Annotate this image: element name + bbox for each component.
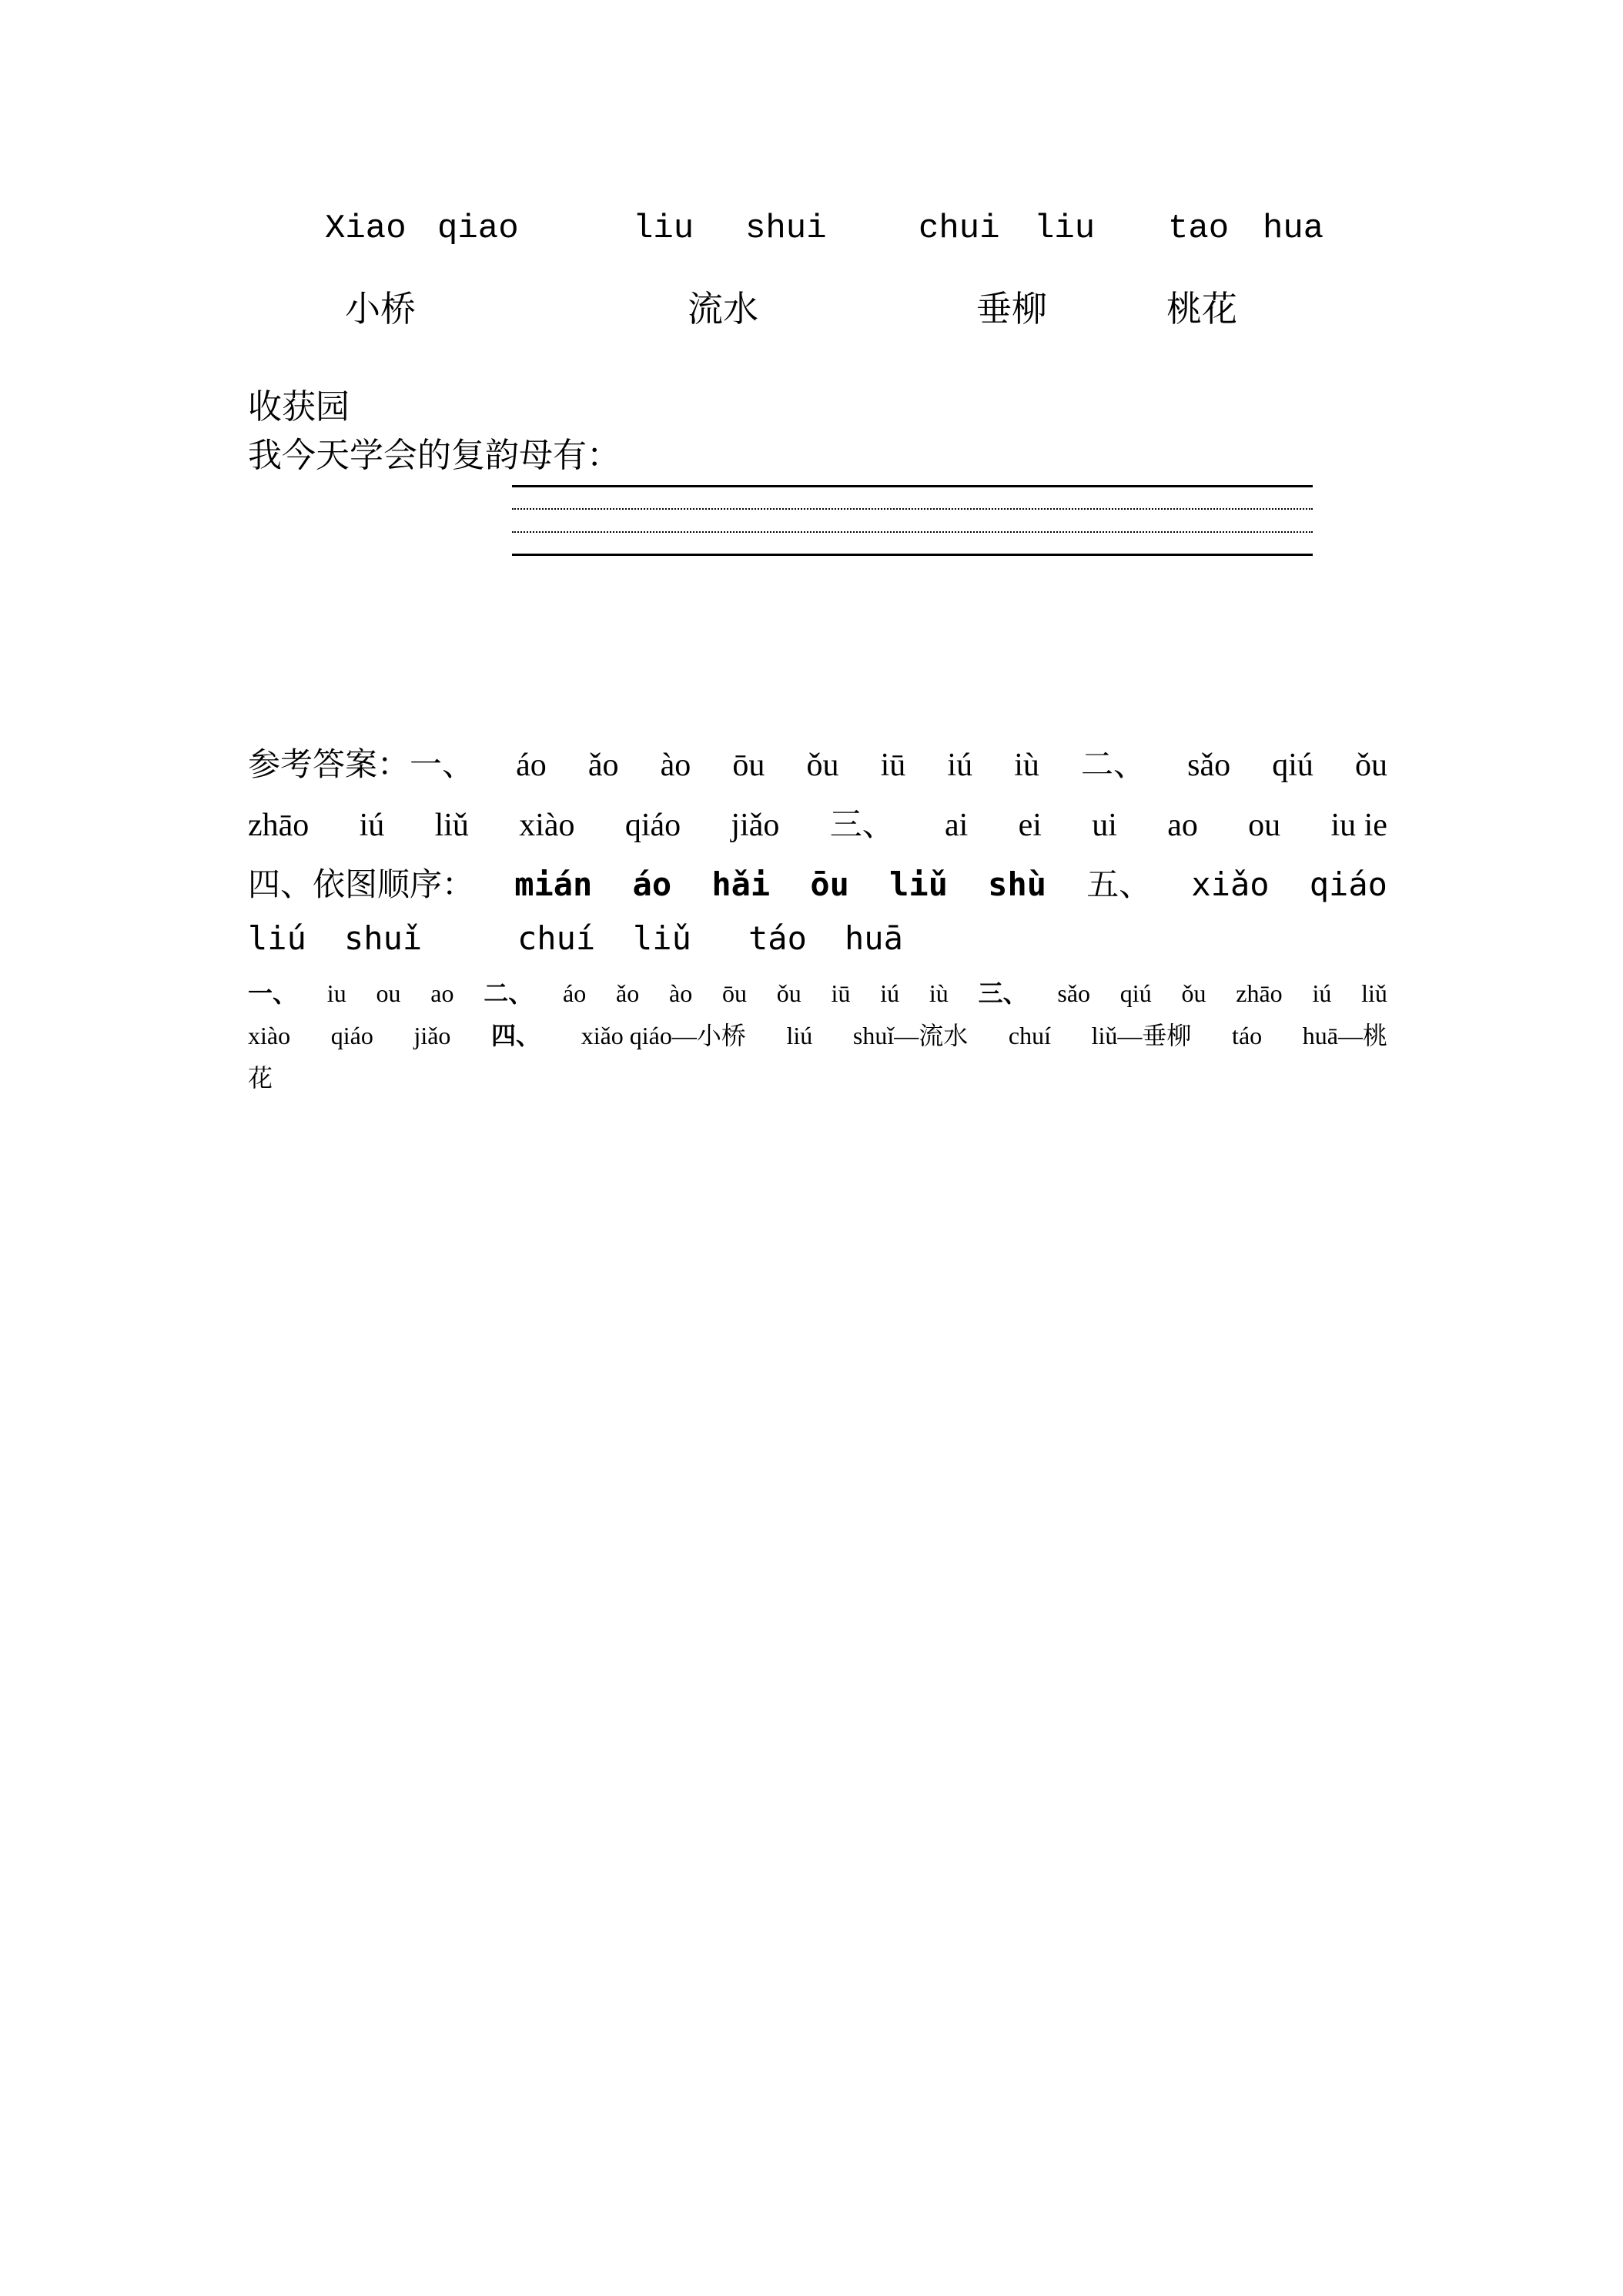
answer-token: iu [326, 979, 346, 1007]
answer-token: iú [947, 748, 973, 783]
answer-token: liǔ [633, 919, 691, 957]
answer-token: ei [1018, 808, 1042, 843]
answer-token: shuǐ [344, 919, 423, 957]
pinyin-hua: hua [1263, 209, 1324, 248]
hanzi-taohua: 桃花 [1166, 288, 1237, 330]
pinyin-shui: shui [745, 209, 827, 248]
answer-token: iú [880, 979, 900, 1007]
answer-token: táo [1232, 1022, 1263, 1049]
answer-token: xiǎo qiáo—小桥 [581, 1022, 746, 1049]
answer-token: iù [929, 979, 949, 1007]
hanzi-liushui: 流水 [688, 288, 758, 330]
answer-token: ào [660, 748, 691, 783]
pinyin-liu-2: liu [1034, 209, 1096, 248]
hanzi-xiaoqiao: 小桥 [345, 288, 416, 330]
answer-token: sǎo [1057, 979, 1091, 1007]
answer-token: chuí [1008, 1022, 1051, 1049]
answer-token: táo [748, 919, 807, 957]
answer-token: qiáo [330, 1022, 373, 1049]
answer-token: liǔ [1361, 979, 1387, 1007]
answer-token: iú [1312, 979, 1332, 1007]
answer-token: zhāo [1236, 979, 1283, 1007]
answer-section-marker: 三、 [829, 805, 895, 843]
writing-line-bottom [512, 554, 1313, 556]
answer-token: zhāo [248, 808, 310, 843]
answer-token: ǎo [587, 748, 619, 783]
answer-section-marker: 五、 [1086, 865, 1152, 903]
answer-token: áo [516, 748, 547, 783]
answer-token: hǎi [711, 865, 771, 903]
answer-token: ōu [721, 979, 747, 1007]
answer-line-2 [248, 799, 1387, 845]
answer-token: jiǎo [413, 1022, 451, 1049]
pinyin-xiao: Xiao [325, 209, 407, 248]
answer-section-marker: 三、 [978, 979, 1028, 1008]
pinyin-qiao: qiao [437, 209, 519, 248]
answer-token: liú [786, 1022, 813, 1049]
answer-token: liǔ [889, 865, 948, 903]
answer-token: jiǎo [731, 808, 780, 843]
answer-token: qiú [1119, 979, 1152, 1007]
answer-token: mián [514, 865, 593, 903]
answer-token: qiáo [1309, 865, 1387, 903]
answer-section-marker: 二、 [1080, 745, 1146, 783]
answer-token: iú [359, 808, 385, 843]
answer-token: áo [632, 865, 672, 903]
answer-token: ai [945, 808, 969, 843]
answer-label: 参考答案：一、 [248, 745, 475, 783]
answer-token: xiǎo [1191, 865, 1270, 903]
answer-token: ǒu [1181, 979, 1206, 1007]
answer-token: iū [880, 748, 906, 783]
pinyin-tao: tao [1168, 209, 1230, 248]
answer-token: huā [845, 919, 903, 957]
harvest-prompt: 我今天学会的复韵母有： [248, 436, 621, 475]
answer-token: ōu [732, 748, 765, 783]
answer-token: xiào [519, 808, 575, 843]
answer-token: chuí [517, 919, 596, 957]
writing-line-top [512, 485, 1313, 487]
answer-token: áo [563, 979, 587, 1007]
answer-token: qiú [1272, 748, 1313, 783]
answer-token: iū [831, 979, 851, 1007]
answer-section-marker: 一、 [248, 979, 298, 1008]
answer-token: liǔ—垂柳 [1091, 1022, 1192, 1049]
answer-line-5 [248, 974, 1387, 1009]
answer-token: ao [430, 979, 454, 1007]
answer-line-1 [248, 739, 1387, 785]
answer-token: ou [1248, 808, 1281, 843]
writing-line-upper-dotted [512, 508, 1313, 510]
answer-token: ào [669, 979, 693, 1007]
answer-token: ǒu [1355, 748, 1387, 783]
pinyin-chui: chui [919, 209, 1000, 248]
answer-line-3 [248, 859, 1387, 905]
answer-token: liú [248, 919, 306, 957]
answer-token: qiáo [624, 808, 681, 843]
answer-token: iù [1014, 748, 1039, 783]
answer-section-marker: 四、依图顺序： [248, 865, 475, 903]
answer-token: iu ie [1330, 808, 1387, 843]
answer-token: ōu [810, 865, 849, 903]
answer-token: ui [1092, 808, 1117, 843]
answer-token: shuǐ—流水 [852, 1022, 969, 1049]
answer-token: xiào [248, 1022, 291, 1049]
answer-token: ǎo [616, 979, 640, 1007]
harvest-title: 收获园 [248, 387, 350, 427]
answer-line-6 [248, 1016, 1387, 1052]
answer-token: ǒu [776, 979, 801, 1007]
writing-line-lower-dotted [512, 531, 1313, 533]
answer-section-marker: 四、 [491, 1021, 541, 1050]
answer-section-marker: 二、 [484, 979, 534, 1008]
answer-token: sǎo [1187, 748, 1231, 783]
pinyin-liu: liu [633, 209, 694, 248]
answer-token: shù [988, 865, 1047, 903]
answer-token: ǒu [806, 748, 839, 783]
answer-line-7: 花 [248, 1063, 273, 1093]
answer-token: huā—桃 [1302, 1022, 1387, 1049]
answer-token: ao [1167, 808, 1198, 843]
answer-token: liǔ [434, 808, 469, 843]
answer-token: ou [376, 979, 401, 1007]
hanzi-chuiliu: 垂柳 [976, 288, 1047, 330]
